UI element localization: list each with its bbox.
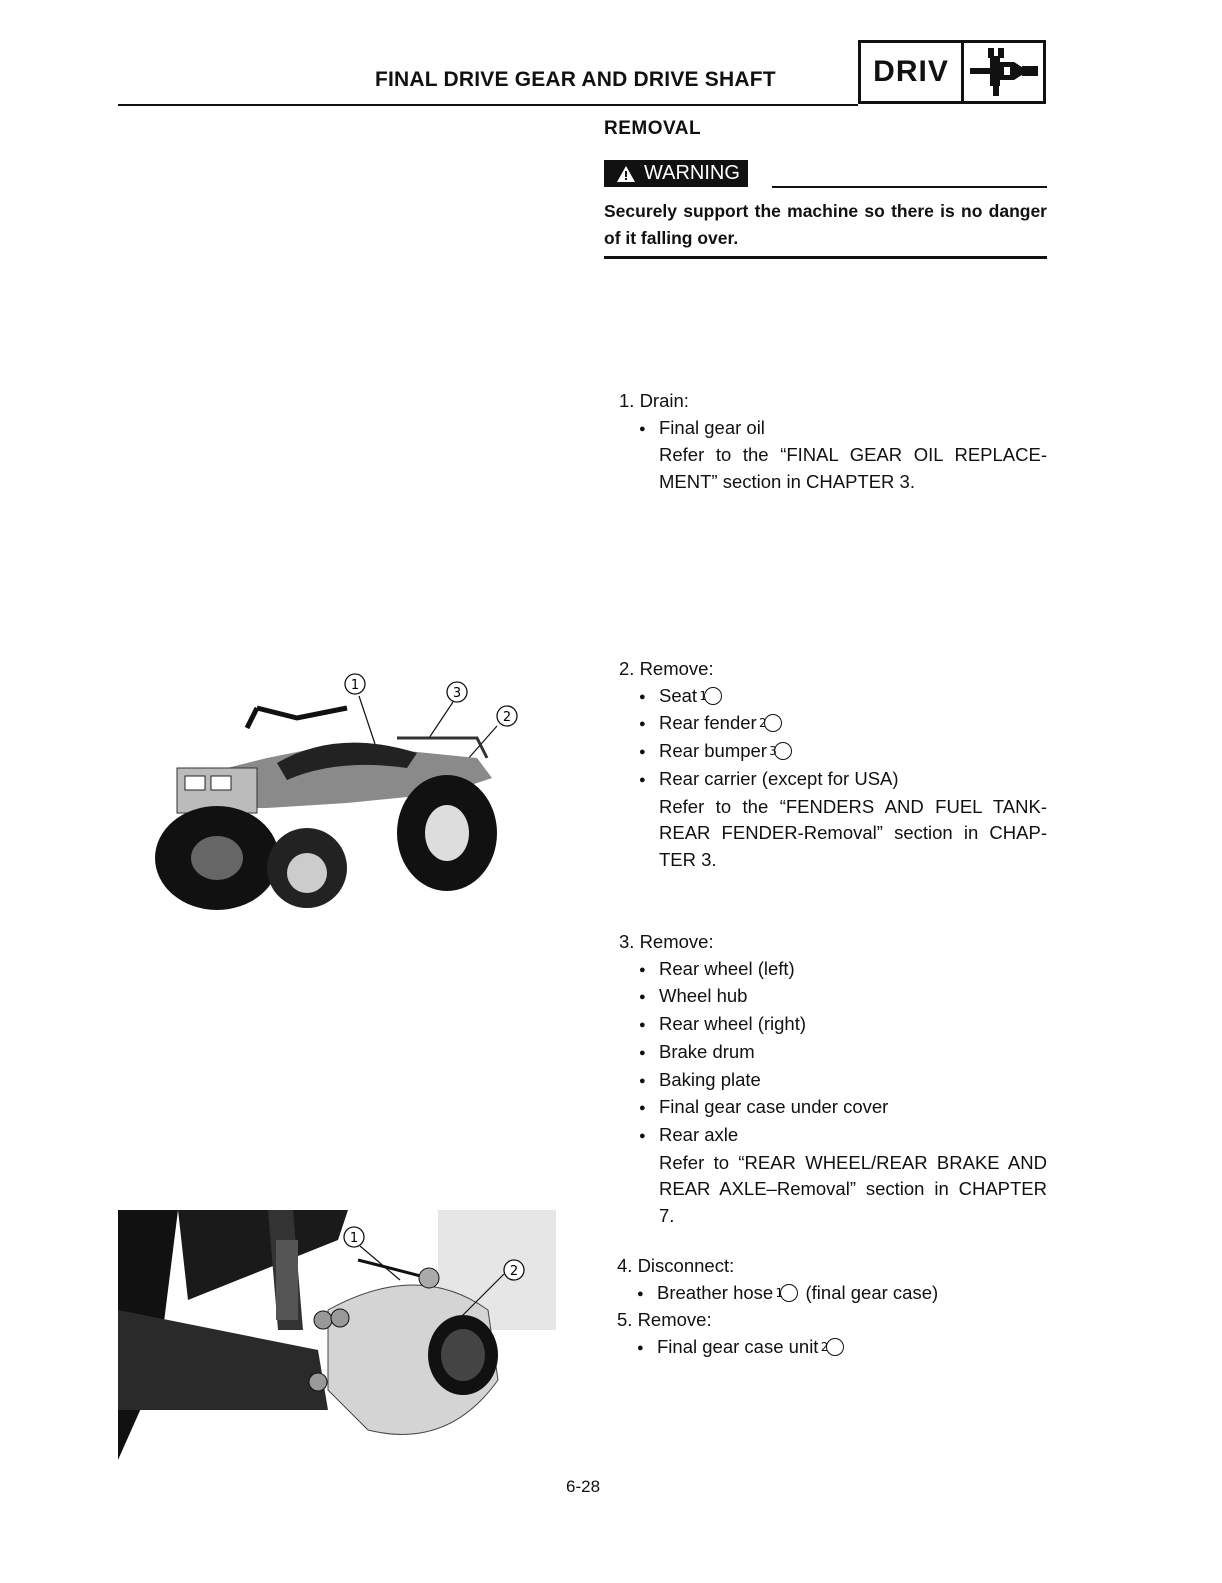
step-1-number: 1. Drain: [619,390,689,411]
list-item: ● Final gear case unit 2 [637,1334,1047,1362]
step-5-number: 5. Remove: [617,1309,712,1331]
warning-bottom-rule [604,256,1047,259]
callout-ref: 1 [780,1284,798,1302]
callout-ref: 3 [774,742,792,760]
gear-callout-1: 1 [349,1231,359,1246]
chapter-badge-label: DRIV [861,43,964,101]
step-2 [619,656,1047,874]
warning-label-box [604,160,748,187]
warning-label: WARNING [644,162,740,184]
list-item: ● Brake drum [639,1039,1047,1067]
step-4 [617,1253,1047,1362]
atv-callout-2: 2 [502,710,512,725]
warning-text: Securely support the machine so there is no danger of it falling over. [604,201,1047,248]
list-item: ● Rear axle [639,1122,1047,1150]
warning-line [772,186,1047,188]
list-item: ● Final gear case under cover [639,1094,1047,1122]
callout-ref: 1 [704,687,722,705]
step-2-number: 2. Remove: [619,658,714,679]
chapter-badge [858,40,1046,104]
step-1-note: Refer to the “FINAL GEAR OIL REPLACE-MENT” section in CHAPTER 3. [659,444,1047,493]
list-item: ● Rear fender 2 [639,710,1047,738]
callout-ref: 2 [826,1338,844,1356]
callout-ref: 2 [764,714,782,732]
list-item: ● Breather hose 1 (final gear case) [637,1280,1047,1308]
list-item: ● Seat 1 [639,683,1047,711]
list-item: ● Rear bumper 3 [639,738,1047,766]
step-3 [619,929,1047,1230]
gear-callout-2: 2 [509,1264,519,1279]
step-3-number: 3. Remove: [619,931,714,952]
list-item: ● Final gear oil [639,415,1047,443]
list-item: ● Rear carrier (except for USA) [639,766,1047,794]
drive-shaft-icon [964,43,1043,101]
section-title: REMOVAL [604,118,702,139]
list-item: ● Rear wheel (right) [639,1011,1047,1039]
list-item: ● Baking plate [639,1067,1047,1095]
atv-callout-3: 3 [452,686,462,701]
page-number: 6-28 [566,1477,601,1496]
warning-triangle-icon [616,165,636,183]
list-item: ● Rear wheel (left) [639,956,1047,984]
list-item: ● Wheel hub [639,983,1047,1011]
page-header-title: FINAL DRIVE GEAR AND DRIVE SHAFT [375,68,776,91]
step-2-note: Refer to the “FENDERS AND FUEL TANK-REAR FENDER-Removal” section in CHAP-TER 3. [659,795,1047,870]
step-3-note: Refer to “REAR WHEEL/REAR BRAKE AND REAR AXLE–Removal” section in CHAPTER 7. [659,1151,1047,1227]
header-rule [118,104,858,106]
final-gear-case-photo [118,1210,556,1460]
step-4-number: 4. Disconnect: [617,1255,735,1276]
atv-callout-1: 1 [350,678,360,693]
atv-photo [147,668,512,914]
step-1 [619,388,1047,496]
